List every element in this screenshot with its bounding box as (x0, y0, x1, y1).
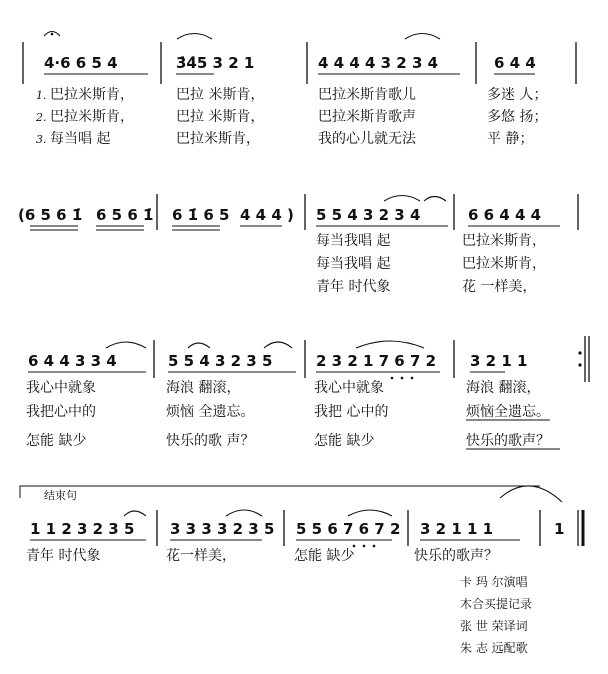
tie-mark (500, 486, 562, 502)
measure-notes: 6 4 4 3 3 4 (28, 352, 117, 370)
octave-dot (391, 377, 394, 380)
slur-mark (226, 510, 262, 516)
slur-mark (124, 511, 146, 516)
measure-notes: 5 5 6 7 6 7 2 (296, 520, 401, 538)
measure-notes: 1 (554, 520, 565, 538)
measure-notes: 6 5 6 1̇ (96, 206, 154, 224)
lyric: 青年 时代象 (316, 279, 391, 295)
lyric: 巴拉米斯肯歌儿 (318, 87, 416, 103)
measure-notes: 4 4 4 4 3 2 3 4 (318, 54, 439, 72)
lyric: 快乐的歌声？ (466, 433, 550, 449)
lyric: 我的心儿就无法 (318, 131, 416, 147)
verse-number: 3. (36, 133, 47, 146)
measure-notes: 3 2 1 1 1 (420, 520, 494, 538)
octave-dot (411, 377, 414, 380)
credit-line: 朱 志 远配歌 (460, 641, 528, 655)
measure-notes: 6 6 4 4 4 (468, 206, 542, 224)
slur-mark (188, 343, 210, 348)
system-4 (20, 486, 583, 564)
measure-notes: 4 4 4 ) (240, 206, 294, 224)
fermata-dot (51, 33, 54, 36)
lyric: 快乐的歌声？ (414, 548, 498, 564)
measure-notes: 4·6 6 5 4 (44, 54, 118, 72)
ending-bracket (20, 486, 540, 498)
verse-1 (36, 86, 547, 103)
system-1 (23, 32, 576, 148)
measure-notes: (6 5 6 1̇ (18, 206, 83, 224)
system-3 (26, 336, 589, 449)
slur-mark (264, 342, 292, 348)
octave-dot (401, 377, 404, 380)
slur-mark (424, 197, 446, 202)
lyric: 多迷 人； (487, 87, 548, 103)
lyric: 青年 时代象 (26, 548, 101, 564)
lyric: 快乐的歌 声？ (166, 433, 255, 449)
lyric: 烦恼全遗忘。 (466, 404, 550, 420)
lyric: 平 静； (487, 131, 534, 147)
lyric: 海浪 翻滚， (466, 380, 541, 396)
verse-3 (36, 130, 533, 147)
lyric: 我心中就象 (314, 380, 384, 396)
measure-notes: 5 5 4 3 2 3 5 (168, 352, 273, 370)
lyric: 烦恼 全遗忘。 (166, 404, 255, 420)
octave-dot (353, 545, 356, 548)
lyric: 我把心中的 (26, 404, 96, 420)
lyric: 花一样美， (166, 548, 236, 564)
repeat-dot (578, 363, 581, 366)
lyric: 每当我唱 起 (316, 256, 391, 272)
lyric: 每当唱 起 (50, 131, 111, 147)
slur-mark (405, 34, 440, 40)
lyric: 多悠 扬； (487, 109, 548, 125)
lyric: 每当我唱 起 (316, 233, 391, 249)
lyric: 巴拉 米斯肯， (176, 109, 265, 125)
lyric: 巴拉米斯肯歌声 (318, 109, 416, 125)
lyric: 巴拉米斯肯， (50, 87, 134, 103)
credit-line: 木合买提记录 (460, 597, 533, 611)
credits (460, 574, 532, 655)
system-2 (18, 194, 578, 295)
measure-notes: 3 3 3 3 2 3 5 (170, 520, 275, 538)
credit-line: 张 世 荣译词 (460, 619, 528, 633)
lyric: 巴拉米斯肯， (462, 256, 546, 272)
ending-label: 结束句 (44, 489, 77, 502)
octave-dot (373, 545, 376, 548)
lyric: 我把 心中的 (314, 404, 389, 420)
slur-mark (356, 341, 424, 348)
measure-notes: 1 1 2 3 2 3 5 (30, 520, 135, 538)
slur-mark (348, 510, 392, 516)
lyric: 我心中就象 (26, 380, 96, 396)
measure-notes: 6 1̇ 6 5 (172, 206, 230, 224)
slur-mark (106, 342, 146, 348)
lyric: 怎能 缺少 (26, 433, 87, 449)
lyric: 海浪 翻滚， (166, 380, 241, 396)
lyric: 怎能 缺少 (314, 433, 375, 449)
slur-mark (384, 196, 420, 202)
lyric: 巴拉米斯肯， (462, 233, 546, 249)
verse-2 (35, 108, 547, 125)
verse-number: 1. (36, 89, 47, 102)
measure-notes: 3 2 1 1 (470, 352, 528, 370)
measure-notes: 2 3 2 1 7 6 7 2 (316, 352, 437, 370)
lyric: 花 一样美， (462, 279, 537, 295)
verse-number: 2. (36, 111, 47, 124)
repeat-dot (578, 351, 581, 354)
lyric: 怎能 缺少 (294, 548, 355, 564)
measure-notes: 6 4 4 (494, 54, 536, 72)
lyric: 巴拉米斯肯， (50, 109, 134, 125)
measure-notes: 5 5 4 3 2 3 4 (316, 206, 421, 224)
measure-notes: 3̇4̇5 3 2 1 (176, 54, 255, 72)
octave-dot (363, 545, 366, 548)
slur-mark (177, 34, 212, 40)
lyric: 巴拉 米斯肯， (176, 87, 265, 103)
lyric: 巴拉米斯肯， (176, 131, 260, 147)
credit-line: 卡 玛 尔演唱 (460, 575, 528, 589)
